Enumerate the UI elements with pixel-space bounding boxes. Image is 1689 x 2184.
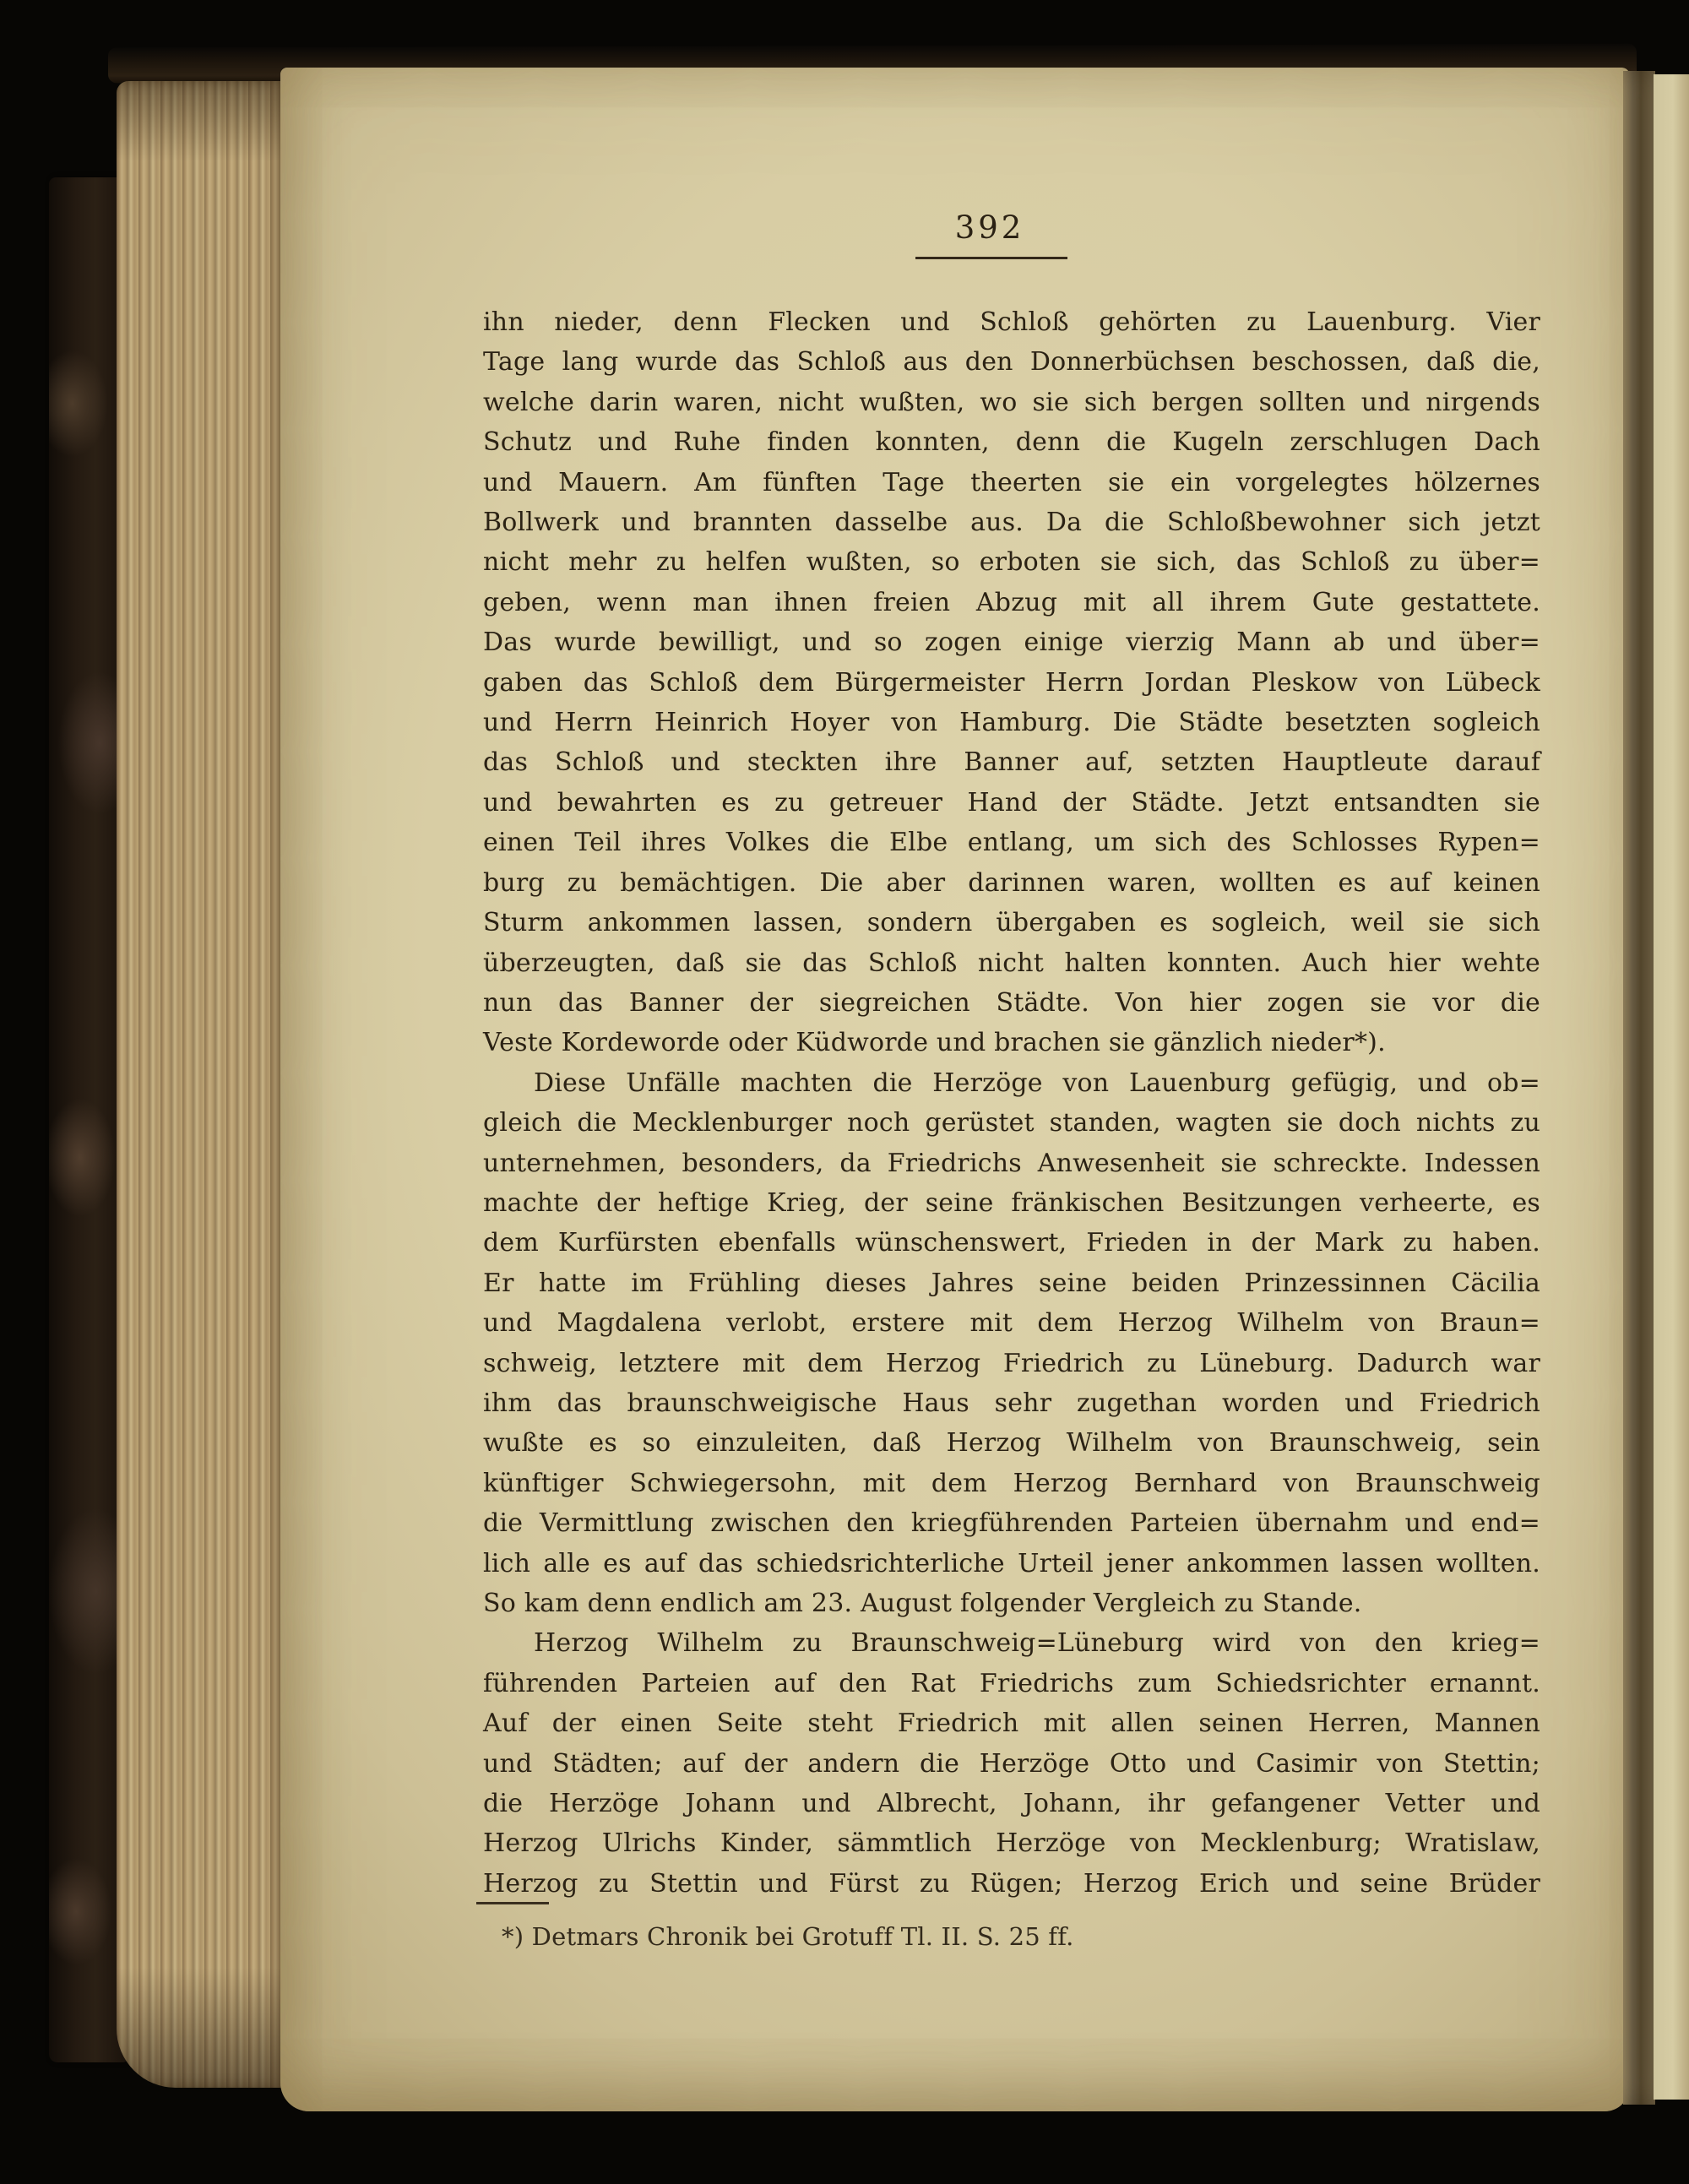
text-line: überzeugten, daß sie das Schloß nicht halten konnten. Auch hier wehte xyxy=(483,948,1540,978)
adjacent-page-edge xyxy=(1654,74,1689,2100)
text-line: Er hatte im Frühling dieses Jahres seine beiden Prinzessinnen Cäcilia xyxy=(483,1268,1540,1298)
text-line: ihm das braunschweigische Haus sehr zugethan worden und Friedrich xyxy=(483,1388,1540,1418)
book-cover-edge xyxy=(49,177,127,2062)
text-line: schweig, letztere mit dem Herzog Friedrich zu Lüneburg. Dadurch war xyxy=(483,1348,1540,1378)
text-line: führenden Parteien auf den Rat Friedrichs zum Schiedsrichter ernannt. xyxy=(483,1668,1540,1698)
text-line: die Vermittlung zwischen den kriegführenden Parteien übernahm und end= xyxy=(483,1508,1540,1539)
text-line: Herzog zu Stettin und Fürst zu Rügen; Herzog Erich und seine Brüder xyxy=(483,1868,1540,1899)
text-line: Bollwerk und brannten dasselbe aus. Da die Schloßbewohner sich jetzt xyxy=(483,508,1540,538)
text-line: Veste Kordeworde oder Küdworde und brachen sie gänzlich nieder*). xyxy=(483,1028,1386,1058)
text-line: und Städten; auf der andern die Herzöge Otto und Casimir von Stettin; xyxy=(483,1748,1540,1779)
text-line: Sturm ankommen lassen, sondern übergaben es sogleich, weil sie sich xyxy=(483,908,1540,938)
body-text xyxy=(483,302,1540,1904)
text-line: Tage lang wurde das Schloß aus den Donnerbüchsen beschossen, daß die, xyxy=(483,347,1540,378)
text-line: und bewahrten es zu getreuer Hand der Städte. Jetzt entsandten sie xyxy=(483,787,1540,818)
text-line: Herzog Ulrichs Kinder, sämmtlich Herzöge von Mecklenburg; Wratislaw, xyxy=(483,1828,1540,1859)
text-line: ihn nieder, denn Flecken und Schloß gehörten zu Lauenburg. Vier xyxy=(483,307,1540,337)
text-line: Auf der einen Seite steht Friedrich mit allen seinen Herren, Mannen xyxy=(483,1709,1540,1739)
text-line: künftiger Schwiegersohn, mit dem Herzog Bernhard von Braunschweig xyxy=(483,1468,1540,1498)
text-line: nun das Banner der siegreichen Städte. Von hier zogen sie vor die xyxy=(483,987,1540,1018)
text-line: welche darin waren, nicht wußten, wo sie sich bergen sollten und nirgends xyxy=(483,387,1540,417)
text-line: geben, wenn man ihnen freien Abzug mit all ihrem Gute gestattete. xyxy=(483,587,1540,617)
text-line: Diese Unfälle machten die Herzöge von Lauenburg gefügig, und ob= xyxy=(534,1068,1540,1098)
text-line: und Mauern. Am fünften Tage theerten sie ein vorgelegtes hölzernes xyxy=(483,467,1540,497)
text-line: nicht mehr zu helfen wußten, so erboten sie sich, das Schloß zu über= xyxy=(483,547,1540,578)
page-number-rule xyxy=(915,257,1067,259)
text-line: unternehmen, besonders, da Friedrichs Anwesenheit sie schreckte. Indessen xyxy=(483,1148,1540,1178)
text-line: wußte es so einzuleiten, daß Herzog Wilhelm von Braunschweig, sein xyxy=(483,1428,1540,1459)
page-gutter-shadow xyxy=(1623,71,1655,2105)
footnote: *) Detmars Chronik bei Grotuff Tl. II. S. 25 ff. xyxy=(502,1922,1074,1951)
text-line: Herzog Wilhelm zu Braunschweig=Lüneburg wird von den krieg= xyxy=(534,1628,1540,1659)
text-line: Das wurde bewilligt, und so zogen einige vierzig Mann ab und über= xyxy=(483,627,1540,658)
footnote-rule xyxy=(476,1902,549,1904)
text-line: gaben das Schloß dem Bürgermeister Herrn Jordan Pleskow von Lübeck xyxy=(483,667,1540,698)
text-line: Schutz und Ruhe finden konnten, denn die Kugeln zerschlugen Dach xyxy=(483,427,1540,458)
book-page xyxy=(280,68,1630,2111)
text-line: einen Teil ihres Volkes die Elbe entlang, um sich des Schlosses Rypen= xyxy=(483,828,1540,858)
text-line: das Schloß und steckten ihre Banner auf, setzten Hauptleute darauf xyxy=(483,747,1540,778)
text-line: und Magdalena verlobt, erstere mit dem Herzog Wilhelm von Braun= xyxy=(483,1308,1540,1339)
text-line: die Herzöge Johann und Albrecht, Johann, ihr gefangener Vetter und xyxy=(483,1789,1540,1819)
text-line: machte der heftige Krieg, der seine fränkischen Besitzungen verheerte, es xyxy=(483,1187,1540,1218)
page-edge-stack xyxy=(117,81,284,2088)
page-number: 392 xyxy=(954,209,1025,246)
text-line: lich alle es auf das schiedsrichterliche Urteil jener ankommen lassen wollten. xyxy=(483,1548,1540,1578)
text-line: burg zu bemächtigen. Die aber darinnen waren, wollten es auf keinen xyxy=(483,867,1540,898)
text-line: gleich die Mecklenburger noch gerüstet standen, wagten sie doch nichts zu xyxy=(483,1108,1540,1138)
text-line: So kam denn endlich am 23. August folgender Vergleich zu Stande. xyxy=(483,1589,1362,1618)
text-line: und Herrn Heinrich Hoyer von Hamburg. Die Städte besetzten sogleich xyxy=(483,708,1540,738)
text-line: dem Kurfürsten ebenfalls wünschenswert, Frieden in der Mark zu haben. xyxy=(483,1228,1540,1258)
